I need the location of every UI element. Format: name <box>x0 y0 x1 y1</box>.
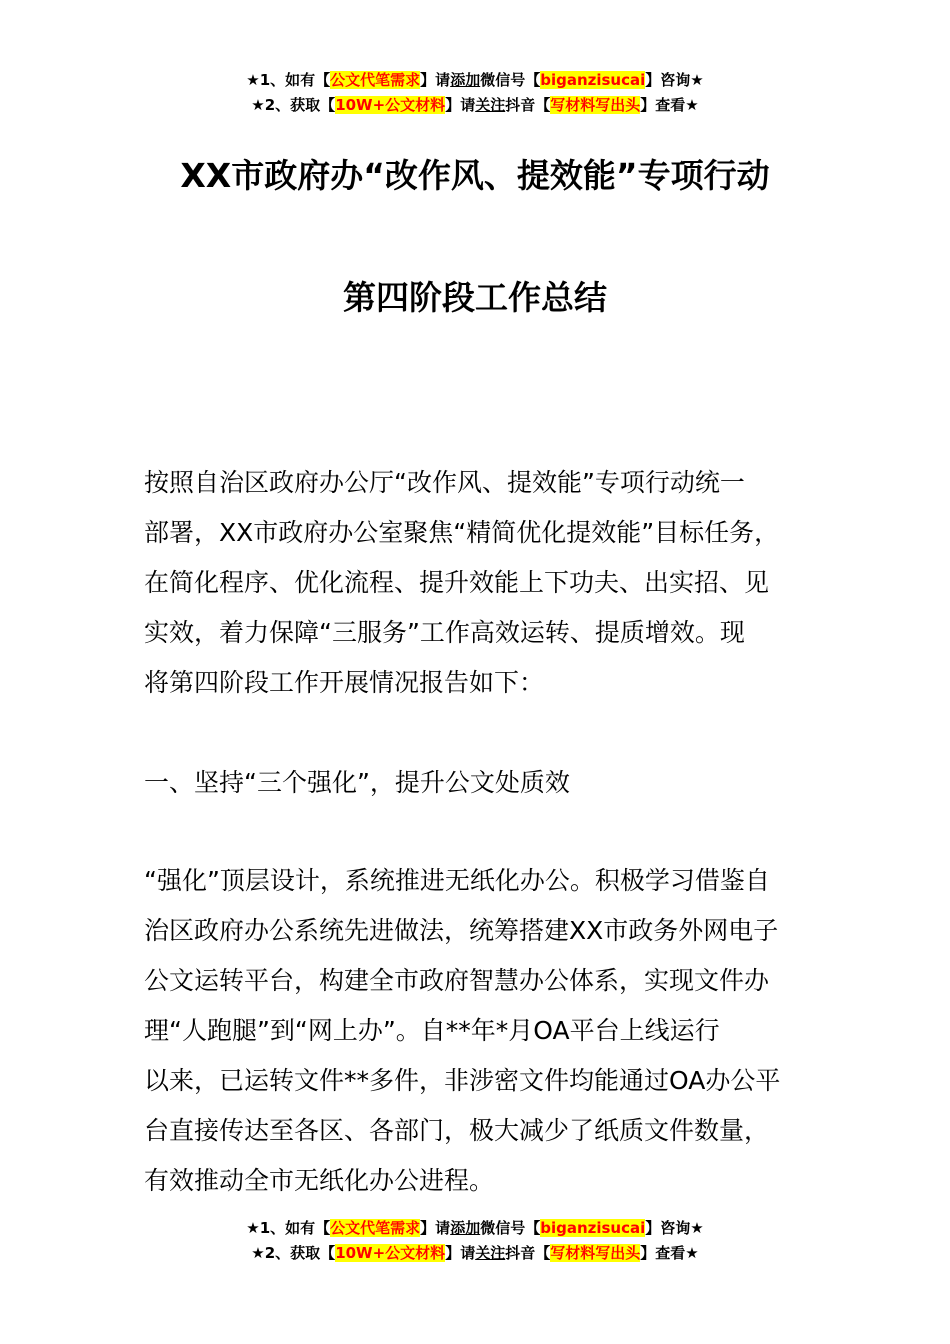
text-line: 将第四阶段工作开展情况报告如下： <box>144 668 545 697</box>
intro-paragraph <box>144 458 834 708</box>
section-1-paragraph <box>144 856 834 1206</box>
text-line: 按照自治区政府办公厅“改作风、提效能”专项行动统一 <box>144 468 745 497</box>
highlight-service: 公文代笔需求 <box>330 1219 421 1237</box>
text-line: 有效推动全市无纸化办公进程。 <box>144 1166 495 1195</box>
text-line: 理“人跑腿”到“网上办”。自**年*月OA平台上线运行 <box>144 1016 720 1045</box>
banner-line-1: ★1、如有【公文代笔需求】请添加微信号【biganzisucai】咨询★ <box>246 1219 704 1237</box>
text-line: 实效，着力保障“三服务”工作高效运转、提质增效。现 <box>144 618 745 647</box>
text-line: 以来，已运转文件**多件，非涉密文件均能通过OA办公平 <box>144 1066 781 1095</box>
page-title-line-1: XX市政府办“改作风、提效能”专项行动 <box>180 156 770 195</box>
section-heading-1: 一、坚持“三个强化”，提升公文处质效 <box>144 768 570 797</box>
text-line: 公文运转平台，构建全市政府智慧办公体系，实现文件办 <box>144 966 770 995</box>
banner-line-2: ★2、获取【10W+公文材料】请关注抖音【写材料写出头】查看★ <box>251 1244 699 1262</box>
highlight-douyin-account: 写材料写出头 <box>550 96 641 114</box>
footer-banner <box>0 1216 950 1266</box>
text-line: 在简化程序、优化流程、提升效能上下功夫、出实招、见 <box>144 568 770 597</box>
text-line: 台直接传达至各区、各部门，极大减少了纸质文件数量， <box>144 1116 770 1145</box>
highlight-materials: 10W+公文材料 <box>335 96 446 114</box>
highlight-wechat-id: biganzisucai <box>540 71 646 89</box>
highlight-materials: 10W+公文材料 <box>335 1244 446 1262</box>
banner-line-2: ★2、获取【10W+公文材料】请关注抖音【写材料写出头】查看★ <box>251 96 699 114</box>
highlight-douyin-account: 写材料写出头 <box>550 1244 641 1262</box>
banner-line-1: ★1、如有【公文代笔需求】请添加微信号【biganzisucai】咨询★ <box>246 71 704 89</box>
highlight-service: 公文代笔需求 <box>330 71 421 89</box>
header-banner <box>0 68 950 118</box>
text-line: “强化”顶层设计，系统推进无纸化办公。积极学习借鉴自 <box>144 866 770 895</box>
text-line: 部署，XX市政府办公室聚焦“精简优化提效能”目标任务， <box>144 518 780 547</box>
page-title-line-2: 第四阶段工作总结 <box>343 278 607 317</box>
text-line: 治区政府办公系统先进做法，统筹搭建XX市政务外网电子 <box>144 916 779 945</box>
highlight-wechat-id: biganzisucai <box>540 1219 646 1237</box>
